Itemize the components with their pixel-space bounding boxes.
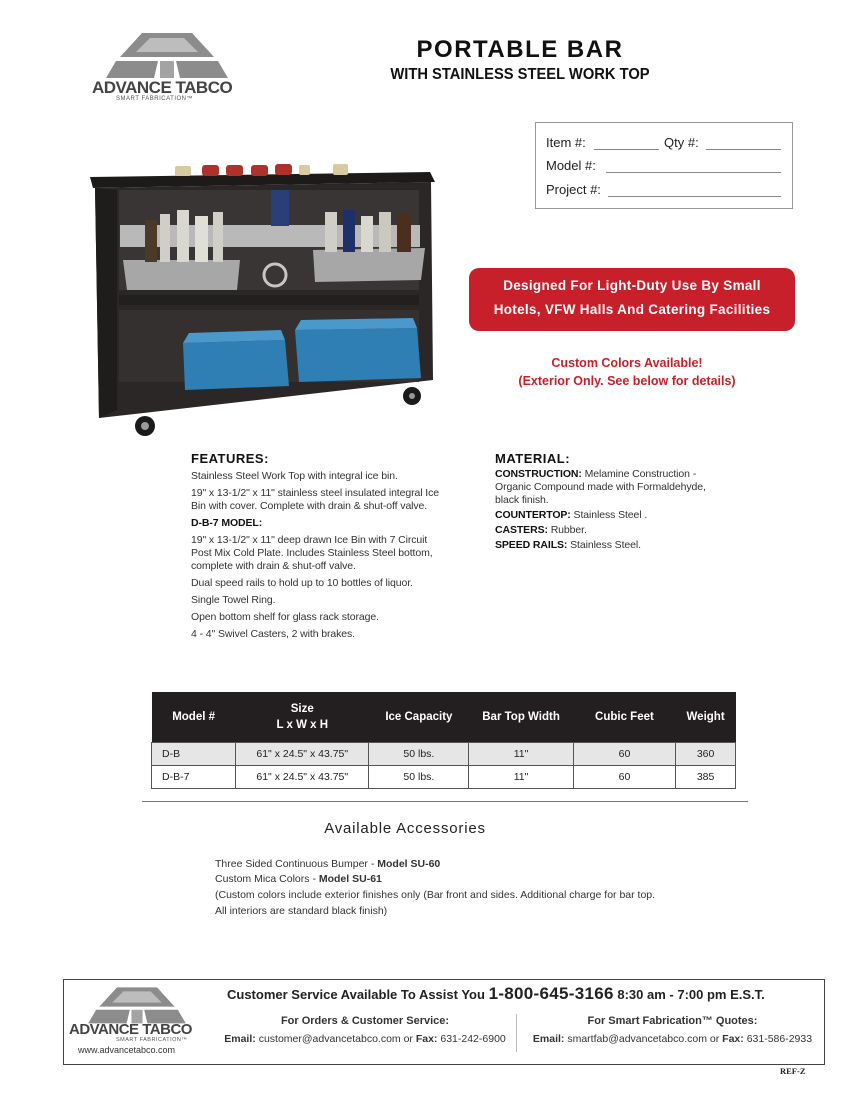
quotes-email-label: Email:: [532, 1033, 565, 1045]
footer-column-divider: [516, 1014, 517, 1052]
quotes-contact: [525, 1033, 820, 1045]
custom-colors-line-1: Custom Colors Available!: [551, 356, 703, 370]
feature-item: 19" x 13-1/2" x 11" deep drawn Ice Bin with 7 Circuit: [191, 534, 428, 546]
col-size-label: Size: [290, 703, 314, 715]
quotes-fax-label: Fax:: [722, 1033, 744, 1045]
col-model: Model #: [152, 692, 236, 743]
db7-model-heading: D-B-7 MODEL:: [191, 517, 263, 529]
footer-website[interactable]: www.advancetabco.com: [78, 1045, 176, 1055]
cell-width: 11": [469, 743, 573, 766]
accessory-note-1: (Custom colors include exterior finishes only (Bar front and sides. Additional charge for bar top.: [215, 889, 656, 901]
cell-model: D-B-7: [152, 766, 236, 789]
product-image: [85, 150, 445, 440]
feature-item: Post Mix Cold Plate. Includes Stainless Steel bottom,: [191, 547, 433, 559]
accessory-mica: [215, 872, 382, 886]
cell-model: D-B: [152, 743, 236, 766]
brand-tagline: SMART FABRICATION™: [116, 96, 194, 102]
accessories-heading: Available Accessories: [324, 820, 486, 837]
col-ice: Ice Capacity: [369, 692, 469, 743]
reference-code: REF-Z: [780, 1066, 806, 1076]
rails-label: SPEED RAILS:: [495, 539, 568, 551]
feature-item: Open bottom shelf for glass rack storage.: [191, 611, 379, 623]
col-cubic: Cubic Feet: [573, 692, 675, 743]
section-divider: [142, 801, 748, 802]
cell-ice: 50 lbs.: [369, 766, 469, 789]
footer-brand-name: ADVANCE TABCO: [69, 1021, 192, 1038]
orders-contact: [220, 1033, 510, 1045]
brand-logo: [92, 30, 252, 105]
quotes-email[interactable]: smartfab@advancetabco.com or: [567, 1033, 720, 1045]
accessory-mica-text: Custom Mica Colors -: [215, 873, 319, 885]
footer-brand-tagline: SMART FABRICATION™: [116, 1037, 188, 1043]
feature-item: Bin with cover. Complete with drain & shut-off valve.: [191, 500, 428, 512]
casters-value: Rubber.: [550, 524, 587, 536]
feature-item: 19" x 13-1/2" x 11" stainless steel insulated integral Ice: [191, 487, 439, 499]
project-label: Project #:: [546, 182, 601, 197]
item-field[interactable]: [594, 149, 659, 150]
project-field[interactable]: [608, 196, 781, 197]
col-size: [236, 692, 369, 743]
banner-line-2: Hotels, VFW Halls And Catering Facilities: [493, 302, 771, 317]
usage-banner: [469, 268, 795, 331]
countertop-value: Stainless Steel .: [573, 509, 648, 521]
item-label: Item #:: [546, 135, 586, 150]
cell-cubic: 60: [573, 743, 675, 766]
countertop-label: COUNTERTOP:: [495, 509, 571, 521]
material-construction: [495, 468, 755, 481]
model-label: Model #:: [546, 158, 596, 173]
page-subtitle: WITH STAINLESS STEEL WORK TOP: [390, 66, 650, 83]
custom-colors-note: [470, 354, 784, 390]
construction-value-3: black finish.: [495, 494, 549, 506]
quotes-heading: For Smart Fabrication™ Quotes:: [587, 1015, 758, 1027]
col-weight: Weight: [676, 692, 736, 743]
col-width: Bar Top Width: [469, 692, 573, 743]
logo-mark-icon: [102, 30, 232, 80]
casters-label: CASTERS:: [495, 524, 548, 536]
cell-ice: 50 lbs.: [369, 743, 469, 766]
cs-hours: 8:30 am - 7:00 pm E.S.T.: [617, 987, 765, 1002]
custom-colors-line-2: (Exterior Only. See below for details): [518, 374, 736, 388]
footer-logo-mark-icon: [82, 985, 192, 1025]
feature-item: Stainless Steel Work Top with integral ice bin.: [191, 470, 398, 482]
feature-item: 4 - 4" Swivel Casters, 2 with brakes.: [191, 628, 356, 640]
rails-value: Stainless Steel.: [570, 539, 641, 551]
qty-field[interactable]: [706, 149, 781, 150]
table-row: [152, 743, 736, 766]
accessory-mica-model: Model SU-61: [318, 873, 382, 885]
material-rails: [495, 539, 755, 552]
quotes-fax: 631-586-2933: [746, 1033, 813, 1045]
customer-service-line: [227, 984, 765, 1004]
construction-label: CONSTRUCTION:: [495, 468, 582, 480]
feature-item: Dual speed rails to hold up to 10 bottles of liquor.: [191, 577, 413, 589]
table-row: [152, 766, 736, 789]
material-countertop: [495, 509, 755, 522]
order-form-box: [535, 122, 793, 209]
qty-label: Qty #:: [664, 135, 699, 150]
material-casters: [495, 524, 755, 537]
cell-size: 61" x 24.5" x 43.75": [236, 766, 369, 789]
col-size-sub: L x W x H: [276, 719, 329, 731]
banner-line-1: Designed For Light-Duty Use By Small: [503, 278, 761, 293]
page-title: PORTABLE BAR: [416, 36, 624, 63]
orders-fax-label: Fax:: [415, 1033, 438, 1045]
cell-weight: 360: [676, 743, 736, 766]
features-list: [191, 470, 491, 641]
accessory-note-2: All interiors are standard black finish): [215, 905, 388, 917]
construction-value: Melamine Construction -: [584, 468, 697, 480]
orders-heading: For Orders & Customer Service:: [280, 1015, 450, 1027]
spec-table: [151, 692, 736, 789]
feature-item: Single Towel Ring.: [191, 594, 276, 606]
model-field[interactable]: [606, 172, 781, 173]
material-list: [495, 468, 755, 552]
construction-value-2: Organic Compound made with Formaldehyde,: [495, 481, 706, 493]
cell-width: 11": [469, 766, 573, 789]
accessory-bumper: [215, 857, 440, 871]
cell-cubic: 60: [573, 766, 675, 789]
feature-item: complete with drain & shut-off valve.: [191, 560, 356, 572]
brand-name: ADVANCE TABCO: [92, 78, 233, 97]
features-heading: FEATURES:: [191, 451, 269, 466]
orders-fax: 631-242-6900: [440, 1033, 506, 1045]
cs-phone[interactable]: 1-800-645-3166: [488, 984, 614, 1003]
accessory-bumper-text: Three Sided Continuous Bumper -: [215, 858, 378, 870]
material-heading: MATERIAL:: [495, 451, 571, 466]
cs-text: Customer Service Available To Assist You: [227, 987, 485, 1002]
cell-size: 61" x 24.5" x 43.75": [236, 743, 369, 766]
orders-email-label: Email:: [224, 1033, 256, 1045]
accessory-bumper-model: Model SU-60: [377, 858, 441, 870]
orders-email[interactable]: customer@advancetabco.com or: [258, 1033, 413, 1045]
cell-weight: 385: [676, 766, 736, 789]
table-header-row: [152, 692, 736, 743]
